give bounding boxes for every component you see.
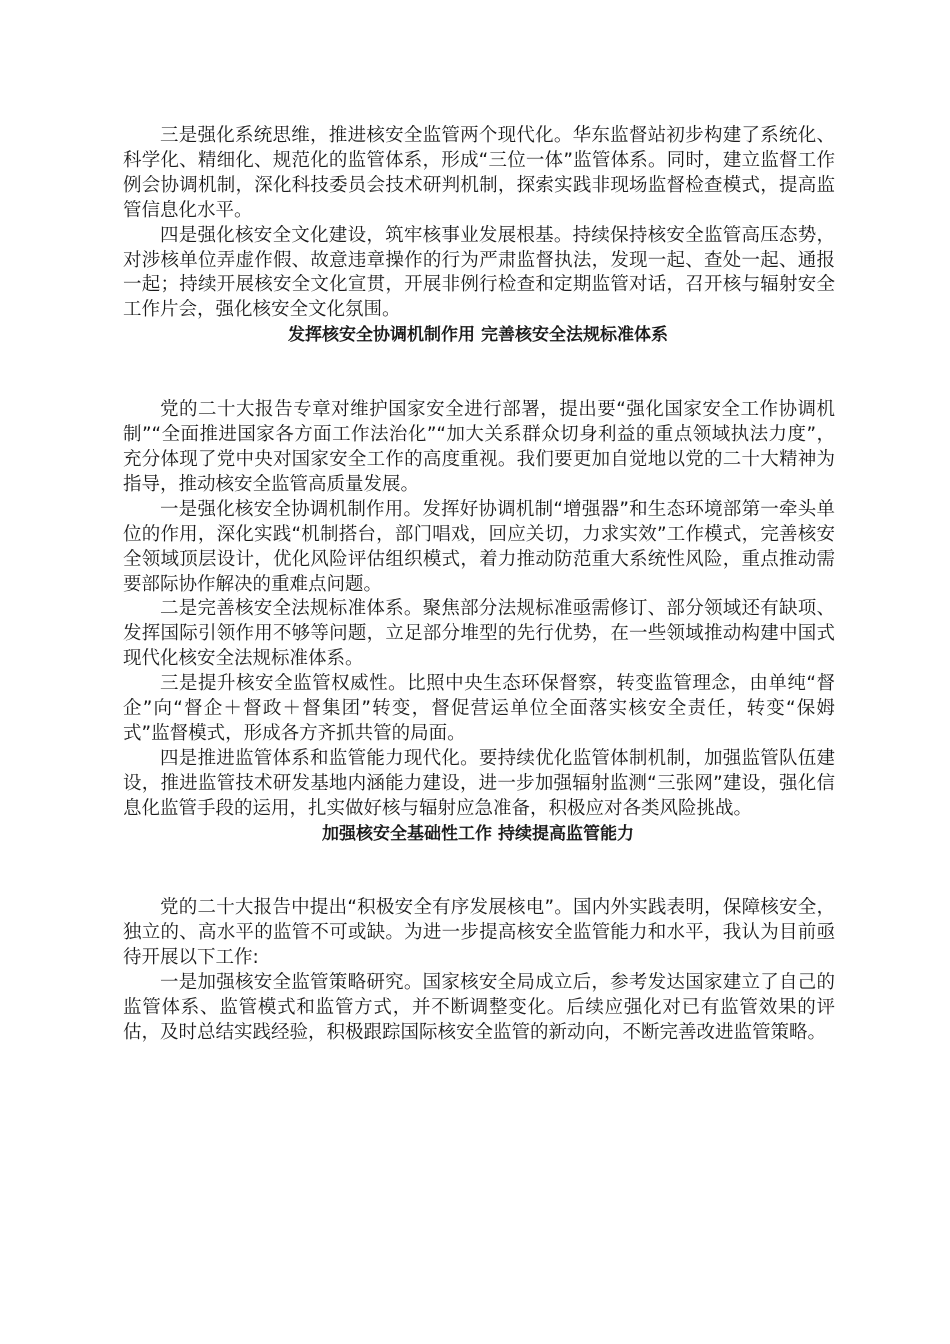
paragraph: 一是强化核安全协调机制作用。发挥好协调机制“增强器”和生态环境部第一牵头单位的作用，深化实践“机制搭台，部门唱戏，回应关切，力求实效”工作模式，完善核安全领域顶层设计，优化风险评估组织模式，着力推动防范重大系统性风险，重点推动需要部际协作解决的重难点问题。 bbox=[123, 498, 835, 595]
paragraph: 三是提升核安全监管权威性。比照中央生态环保督察，转变监管理念，由单纯“督企”向“督企＋督政＋督集团”转变，督促营运单位全面落实核安全责任，转变“保姆式”监督模式，形成各方齐抓共管的局面。 bbox=[123, 673, 835, 744]
section-gap bbox=[123, 846, 835, 896]
paragraph: 二是完善核安全法规标准体系。聚焦部分法规标准亟需修订、部分领域还有缺项、发挥国际引领作用不够等问题，立足部分堆型的先行优势，在一些领域推动构建中国式现代化核安全法规标准体系。 bbox=[123, 598, 835, 670]
paragraph: 四是推进监管体系和监管能力现代化。要持续优化监管体制机制，加强监管队伍建设，推进监管技术研发基地内涵能力建设，进一步加强辐射监测“三张网”建设，强化信息化监管手段的运用，扎实做好核与辐射应急准备，积极应对各类风险挑战。 bbox=[123, 747, 835, 819]
section-heading: 发挥核安全协调机制作用 完善核安全法规标准体系 bbox=[288, 325, 668, 346]
section-gap bbox=[123, 348, 835, 398]
paragraph: 一是加强核安全监管策略研究。国家核安全局成立后，参考发达国家建立了自己的监管体系、监管模式和监管方式，并不断调整变化。后续应强化对已有监管效果的评估，及时总结实践经验，积极跟踪国际核安全监管的新动向，不断完善改进监管策略。 bbox=[123, 972, 835, 1043]
paragraph: 党的二十大报告专章对维护国家安全进行部署，提出要“强化国家安全工作协调机制”“全面推进国家各方面工作法治化”“加大关系群众切身利益的重点领域执法力度”，充分体现了党中央对国家安全工作的高度重视。我们要更加自觉地以党的二十大精神为指导，推动核安全监管高质量发展。 bbox=[123, 399, 835, 495]
paragraph: 党的二十大报告中提出“积极安全有序发展核电”。国内外实践表明，保障核安全，独立的、高水平的监管不可或缺。为进一步提高核安全监管能力和水平，我认为目前亟待开展以下工作: bbox=[123, 897, 835, 969]
paragraph: 三是强化系统思维，推进核安全监管两个现代化。华东监督站初步构建了系统化、科学化、精细化、规范化的监管体系，形成“三位一体”监管体系。同时，建立监督工作例会协调机制，深化科技委员会技术研判机制，探索实践非现场监督检查模式，提高监管信息化水平。 bbox=[123, 125, 835, 221]
paragraph: 四是强化核安全文化建设，筑牢核事业发展根基。持续保持核安全监管高压态势，对涉核单位弄虚作假、故意违章操作的行为严肃监督执法，发现一起、查处一起、通报一起；持续开展核安全文化宣贯，开展非例行检查和定期监管对话，召开核与辐射安全工作片会，强化核安全文化氛围。 bbox=[123, 224, 835, 321]
document-page bbox=[123, 124, 835, 1046]
section-heading: 加强核安全基础性工作 持续提高监管能力 bbox=[322, 823, 634, 844]
